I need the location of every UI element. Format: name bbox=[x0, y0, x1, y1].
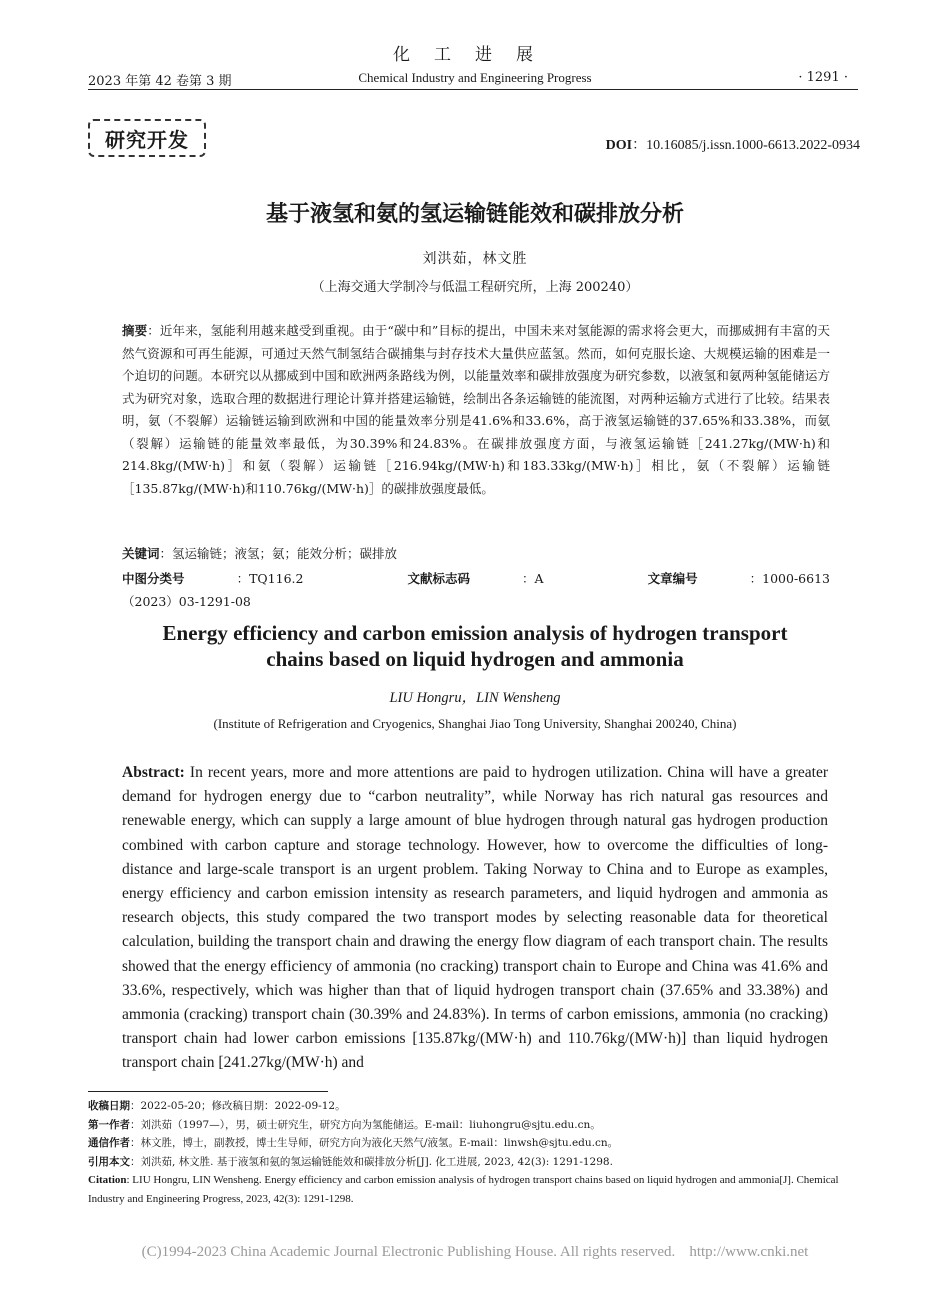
chinese-abstract-label: 摘要 bbox=[122, 323, 148, 338]
classification-line bbox=[122, 568, 830, 613]
chinese-abstract bbox=[122, 320, 830, 500]
received-label: 收稿日期 bbox=[88, 1100, 130, 1112]
english-authors: LIU Hongru，LIN Wensheng bbox=[389, 690, 561, 706]
first-author-text: ：刘洪茹（1997—），男，硕士研究生，研究方向为氢能储运。E-mail：liuhongru@sjtu.edu.cn。 bbox=[130, 1118, 601, 1131]
journal-english-name: Chemical Industry and Engineering Progress bbox=[358, 70, 592, 85]
doc-code-value: ：A bbox=[522, 571, 544, 586]
corresponding-label: 通信作者 bbox=[88, 1137, 130, 1150]
copyright-notice bbox=[0, 1244, 950, 1261]
header-rule bbox=[88, 89, 858, 90]
footnote-corresponding-author bbox=[88, 1134, 860, 1153]
doi[interactable] bbox=[606, 134, 860, 154]
english-affiliation: (Institute of Refrigeration and Cryogenics, Shanghai Jiao Tong University, Shanghai 200240, China) bbox=[213, 716, 737, 731]
article-no-value: ：1000-6613（2023）03-1291-08 bbox=[122, 571, 830, 609]
article-no-label: 文章编号 bbox=[647, 571, 698, 586]
english-title-line-2: chains based on liquid hydrogen and ammonia bbox=[266, 647, 684, 671]
corresponding-text: ：林文胜，博士，副教授，博士生导师，研究方向为液化天然气/液氢。E-mail：linwsh@sjtu.edu.cn。 bbox=[130, 1137, 619, 1150]
clc-value: ：TQ116.2 bbox=[236, 571, 304, 586]
clc-label: 中图分类号 bbox=[122, 571, 185, 586]
chinese-affiliation: （上海交通大学制冷与低温工程研究所，上海 200240） bbox=[311, 280, 639, 295]
copyright-url[interactable]: http://www.cnki.net bbox=[689, 1244, 809, 1260]
doi-value: ：10.16085/j.issn.1000-6613.2022-0934 bbox=[632, 138, 860, 153]
footnote-first-author bbox=[88, 1116, 860, 1135]
cite-cn-label: 引用本文 bbox=[88, 1155, 130, 1168]
copyright-text: (C)1994-2023 China Academic Journal Electronic Publishing House. All rights reserved. bbox=[141, 1244, 676, 1260]
footnotes bbox=[88, 1097, 860, 1209]
english-title bbox=[0, 620, 950, 672]
doc-code-label: 文献标志码 bbox=[407, 571, 471, 586]
document-code bbox=[407, 571, 595, 586]
journal-title: 化工进展 bbox=[393, 45, 557, 65]
keywords-label: 关键词 bbox=[122, 546, 160, 561]
footnote-cite-english bbox=[88, 1171, 860, 1208]
english-abstract-text: In recent years, more and more attentions are paid to hydrogen utilization. China will have a greater demand for hydrogen energy due to “carbon neutrality”, while Norway has rich natural gas resources and renewable energy, which can supply a large amount of blue hydrogen through natural gas hydrogen production combined with carbon capture and storage technology. However, how to overcome the difficulties of long-distance and large-scale transport is an urgent problem. Taking Norway to China and to Europe as examples, energy efficiency and carbon emission intensity as research parameters, and liquid hydrogen and ammonia as research objects, this study compared the two transport modes by selecting reasonable data for theoretical calculation, building the transport chain and drawing the energy flow diagram of each transport chain. The results showed that the energy efficiency of ammonia (no cracking) transport chain to Europe and China was 41.6% and 33.6%, respectively, which was higher than that of liquid hydrogen transport chain (37.65% and 33.38%) and ammonia (cracking) transport chain (30.39% and 24.83%). In terms of carbon emissions, ammonia (no cracking) transport chain had lower carbon emissions [135.87kg/(MW·h) and 110.76kg/(MW·h)] than liquid hydrogen transport chain [241.27kg/(MW·h) and bbox=[122, 764, 828, 1072]
cite-en-text: : LIU Hongru, LIN Wensheng. Energy efficiency and carbon emission analysis of hydrogen transport chains based on liquid hydrogen and ammonia[J]. Chemical Industry and Engineering Progress, 2023, 42(3): 1291-1298. bbox=[88, 1174, 839, 1205]
chinese-authors: 刘洪茹，林文胜 bbox=[422, 251, 528, 267]
cite-cn-text: ：刘洪茹, 林文胜. 基于液氢和氨的氢运输链能效和碳排放分析[J]. 化工进展, 2023, 42(3): 1291-1298. bbox=[130, 1155, 613, 1168]
footnote-rule bbox=[88, 1091, 328, 1092]
issue-info: 2023 年第 42 卷第 3 期 bbox=[88, 74, 232, 89]
first-author-label: 第一作者 bbox=[88, 1118, 130, 1131]
english-title-line-1: Energy efficiency and carbon emission analysis of hydrogen transport bbox=[162, 621, 788, 645]
doi-label: DOI bbox=[605, 138, 633, 153]
clc-code bbox=[122, 571, 355, 586]
english-abstract-label: Abstract: bbox=[122, 764, 185, 781]
chinese-title: 基于液氢和氨的氢运输链能效和碳排放分析 bbox=[265, 202, 684, 227]
keywords-text: ：氢运输链；液氢；氨；能效分析；碳排放 bbox=[159, 546, 398, 561]
received-text: ：2022-05-20；修改稿日期：2022-09-12。 bbox=[130, 1100, 346, 1112]
footnote-cite-chinese bbox=[88, 1153, 860, 1172]
cite-en-label: Citation bbox=[88, 1174, 127, 1187]
page-number: · 1291 · bbox=[798, 70, 848, 85]
section-tag: 研究开发 bbox=[88, 119, 206, 157]
chinese-keywords bbox=[122, 543, 830, 566]
chinese-abstract-text: ：近年来，氢能利用越来越受到重视。由于“碳中和”目标的提出，中国未来对氢能源的需求将会更大，而挪威拥有丰富的天然气资源和可再生能源，可通过天然气制氢结合碳捕集与封存技术大量供应蓝氢。然而，如何克服长途、大规模运输的困难是一个迫切的问题。本研究以从挪威到中国和欧洲两条路线为例，以能量效率和碳排放强度为研究参数，以液氢和氨两种氢能储运方式为研究对象，选取合理的数据进行理论计算并搭建运输链，绘制出各条运输链的能流图，对两种运输方式进行了比较。结果表明，氨（不裂解）运输链运输到欧洲和中国的能量效率分别是41.6%和33.6%，高于液氢运输链的37.65%和33.38%，而氨（裂解）运输链的能量效率最低，为30.39%和24.83%。在碳排放强度方面，与液氢运输链［241.27kg/(MW·h)和214.8kg/(MW·h)］和氨（裂解）运输链［216.94kg/(MW·h)和183.33kg/(MW·h)］相比，氨（不裂解）运输链［135.87kg/(MW·h)和110.76kg/(MW·h)］的碳排放强度最低。 bbox=[122, 323, 830, 496]
english-abstract bbox=[122, 761, 828, 1076]
footnote-received bbox=[88, 1097, 860, 1116]
